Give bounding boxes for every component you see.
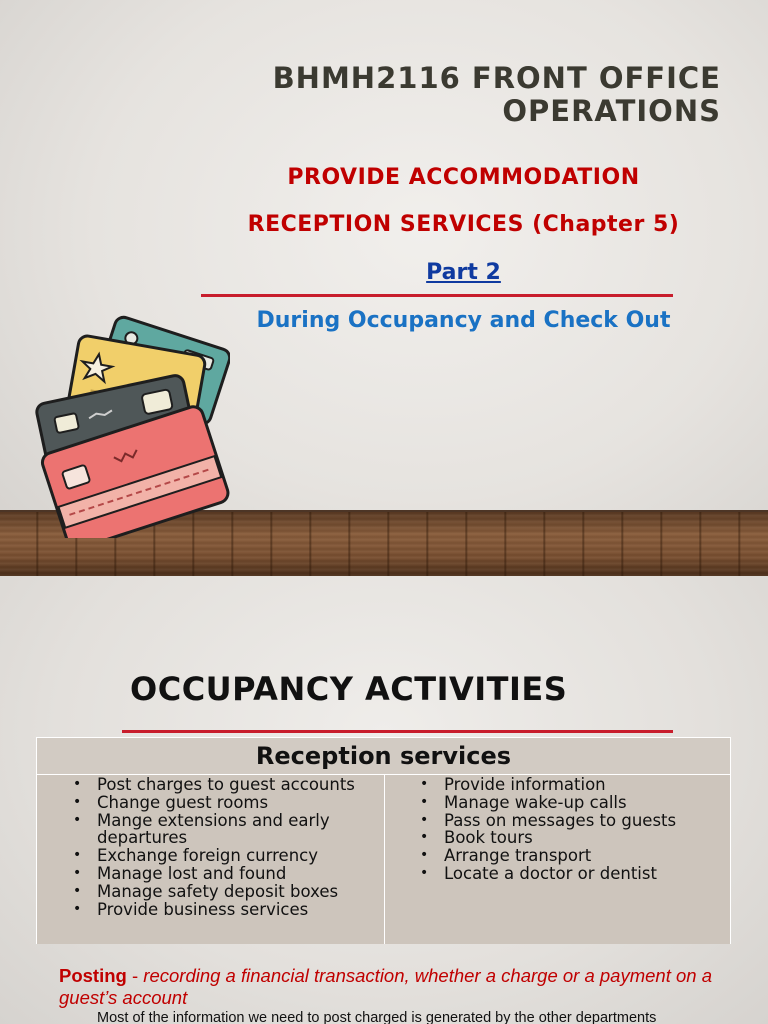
list-item: • Provide business services <box>97 901 384 919</box>
list-item: • Arrange transport <box>444 847 730 865</box>
title-divider <box>122 730 673 733</box>
list-item: • Locate a doctor or dentist <box>444 865 730 883</box>
list-item: • Post charges to guest accounts <box>97 776 384 794</box>
credit-cards-icon <box>30 298 230 538</box>
subtitle-line-1: PROVIDE ACCOMMODATION <box>287 165 640 190</box>
course-title <box>221 62 721 128</box>
list-item: • Exchange foreign currency <box>97 847 384 865</box>
table-header: Reception services <box>37 738 730 775</box>
left-list <box>37 776 384 918</box>
list-item: • Provide information <box>444 776 730 794</box>
part-label: Part 2 <box>426 260 501 285</box>
reception-services-table <box>36 737 731 944</box>
posting-dash: - <box>126 965 144 986</box>
list-item: • Pass on messages to guests <box>444 812 730 830</box>
posting-definition <box>59 965 719 1009</box>
occupancy-slide <box>0 576 768 1024</box>
posting-note: Most of the information we need to post charged is generated by the other departments <box>97 1010 657 1024</box>
right-column <box>385 775 730 944</box>
list-item: • Manage lost and found <box>97 865 384 883</box>
title-divider <box>201 294 673 297</box>
posting-term: Posting <box>59 965 127 986</box>
list-item: • Change guest rooms <box>97 794 384 812</box>
posting-text: recording a financial transaction, whether a charge or a payment on a guest’s account <box>59 965 712 1008</box>
slide-title: OCCUPANCY ACTIVITIES <box>130 670 568 708</box>
subtitle-line-2: RECEPTION SERVICES (Chapter 5) <box>247 212 680 237</box>
left-column <box>37 775 385 944</box>
course-title-line-1: BHMH2116 FRONT OFFICE <box>272 61 721 95</box>
list-item-continuation: departures <box>97 828 188 848</box>
list-item: • Manage wake-up calls <box>444 794 730 812</box>
topic-heading: During Occupancy and Check Out <box>256 308 671 333</box>
list-item: • Mange extensions and early <box>97 812 384 830</box>
list-item: • Book tours <box>444 829 730 847</box>
right-list <box>385 776 730 883</box>
table-body <box>37 775 730 944</box>
course-title-line-2: OPERATIONS <box>502 94 721 128</box>
list-item: • Manage safety deposit boxes <box>97 883 384 901</box>
